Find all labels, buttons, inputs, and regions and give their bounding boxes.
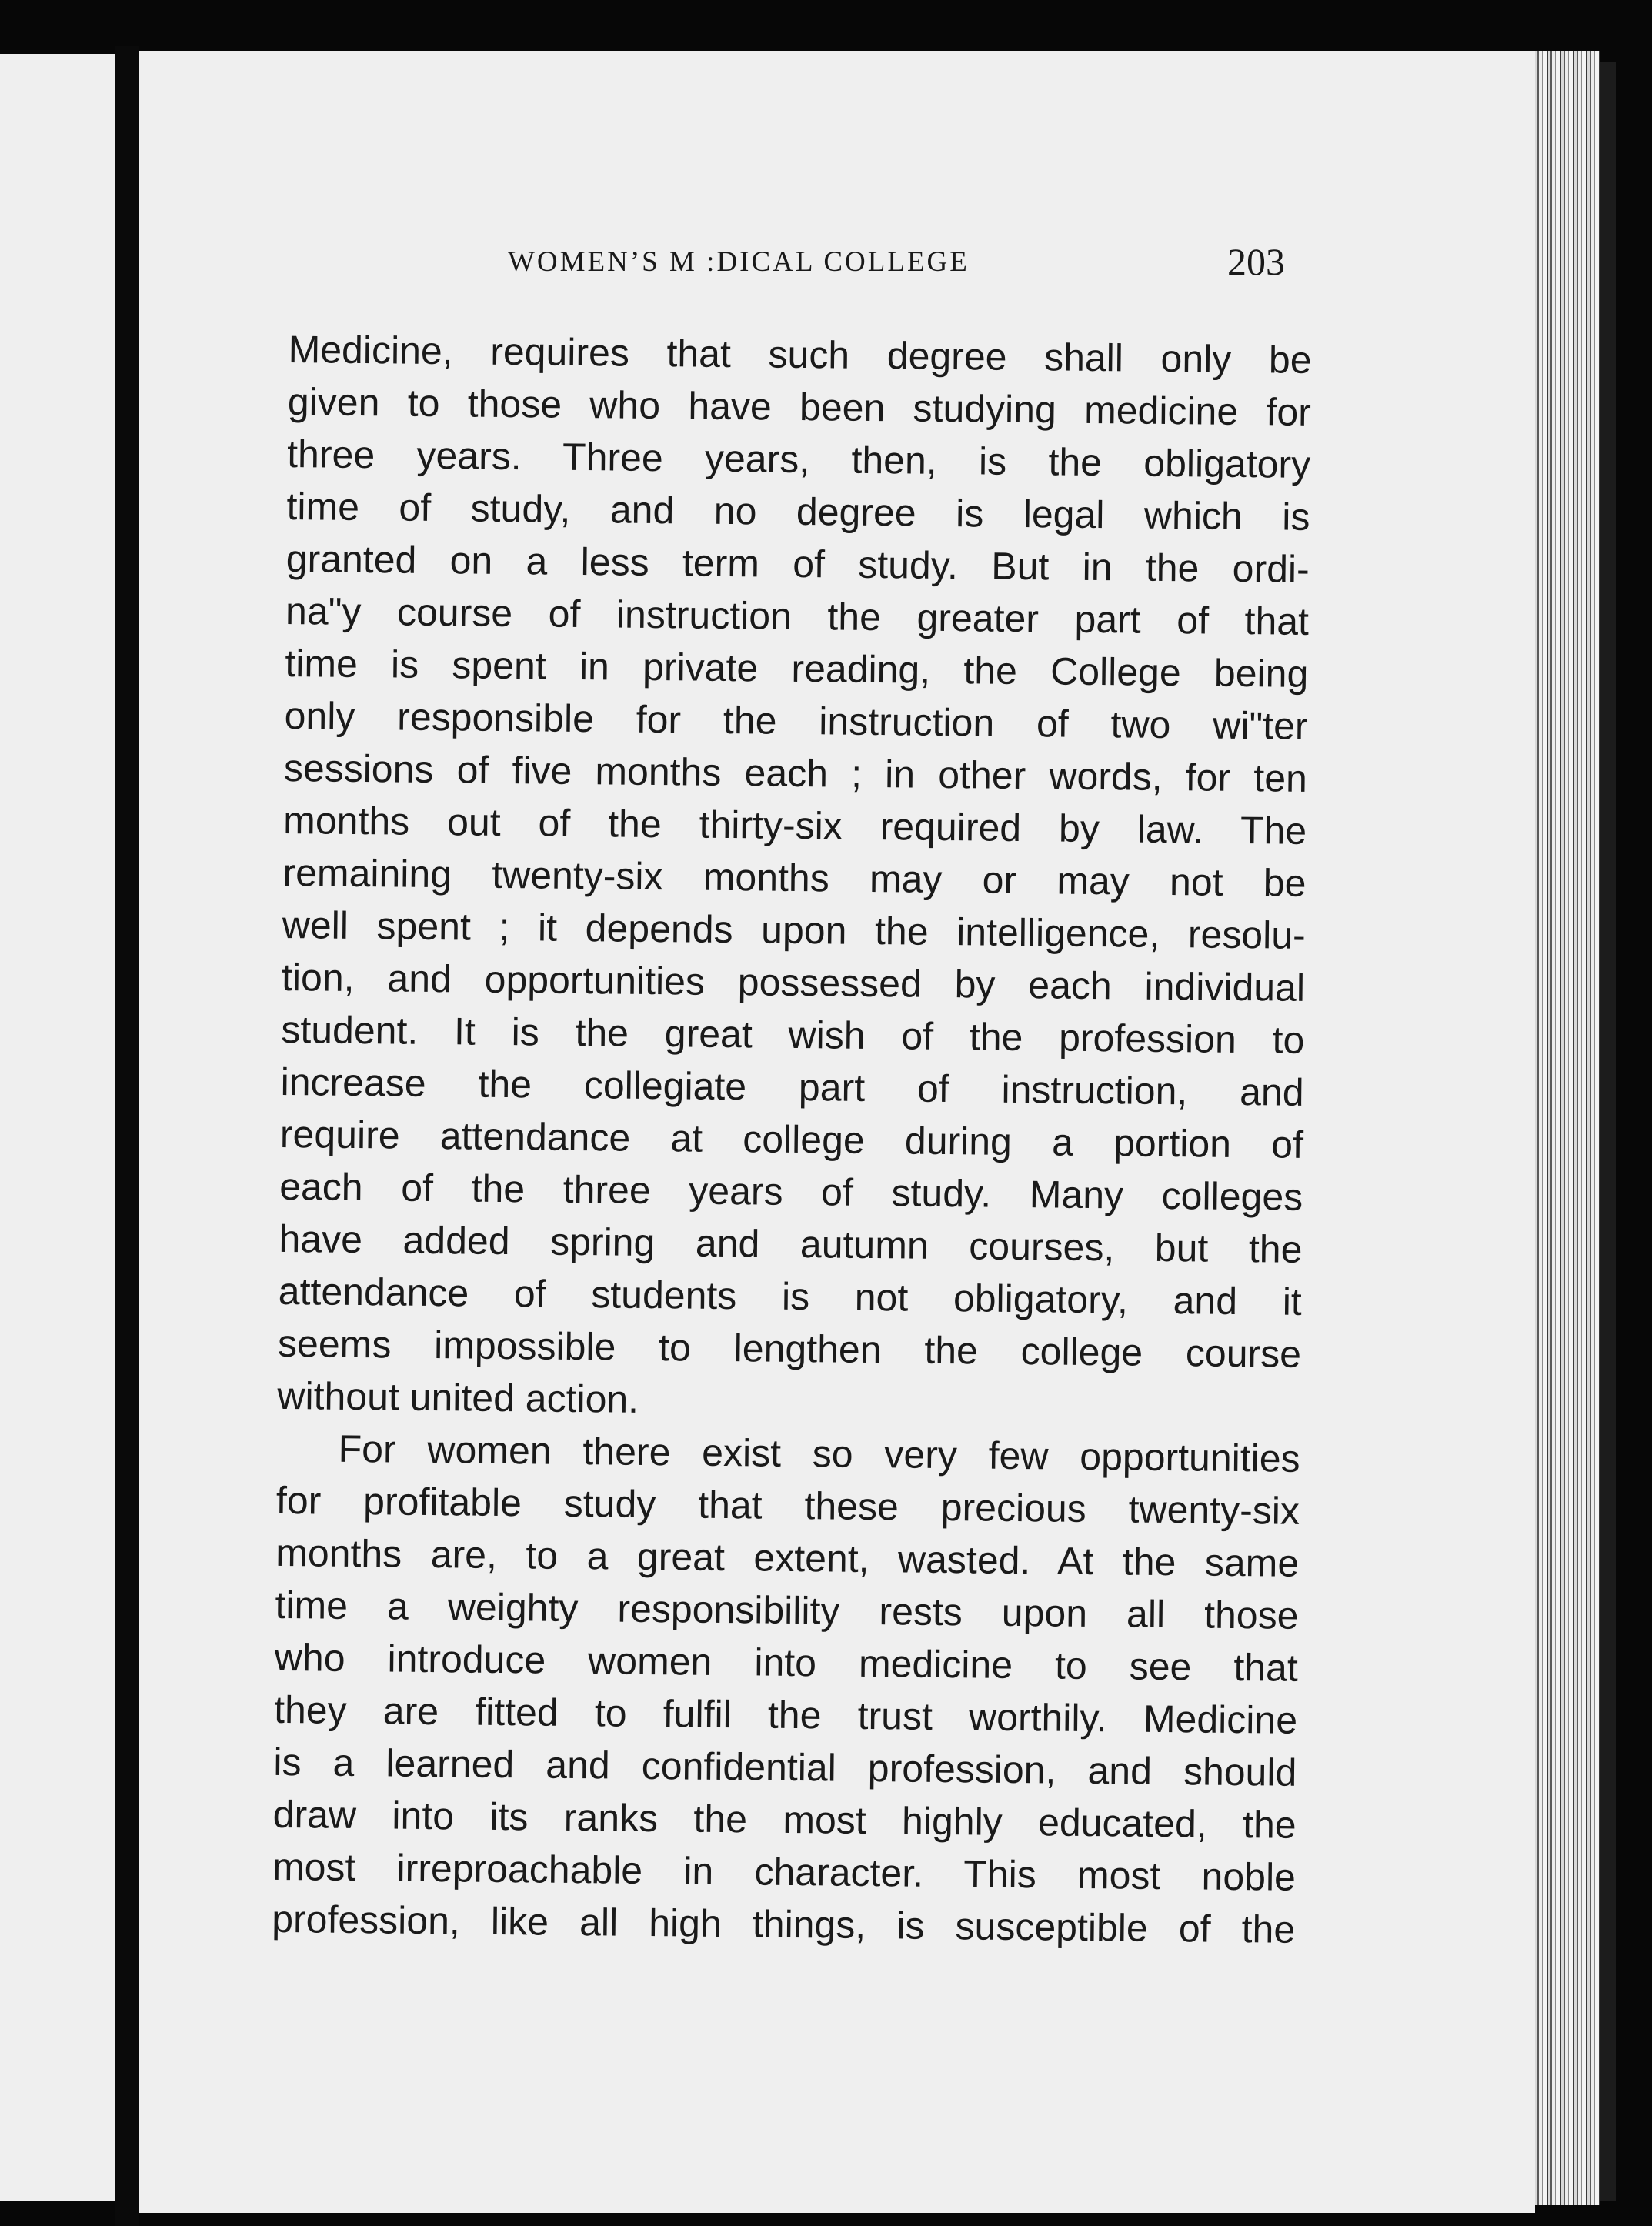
text-line: three years. Three years, then, is the obligatory	[286, 432, 1311, 486]
text-line: is a learned and confidential profession, and should	[273, 1740, 1297, 1794]
text-line: months are, to a great extent, wasted. At the same	[275, 1530, 1300, 1585]
text-line: they are fitted to fulfil the trust worthily. Medicine	[273, 1687, 1298, 1742]
text-line: granted on a less term of study. But in the ordi-	[285, 536, 1310, 591]
text-line: draw into its ranks the most highly educated, the	[272, 1792, 1297, 1847]
text-line: student. It is the great wish of the profession to	[281, 1007, 1305, 1062]
text-line: seems impossible to lengthen the college course	[277, 1321, 1302, 1376]
text-line: attendance of students is not obligatory, and it	[278, 1269, 1303, 1323]
text-line: sessions of five months each ; in other words, for ten	[283, 746, 1308, 800]
text-line: only responsible for the instruction of two wi"ter	[284, 693, 1308, 748]
text-line: for profitable study that these precious twenty-six	[275, 1478, 1300, 1533]
text-line: For women there exist so very few opportunities	[338, 1427, 1300, 1480]
text-line: without united action.	[277, 1373, 639, 1421]
text-line: time a weighty responsibility rests upon all those	[275, 1583, 1299, 1637]
text-line: increase the collegiate part of instruction, and	[280, 1060, 1304, 1114]
text-line: time of study, and no degree is legal which is	[286, 484, 1310, 539]
text-line: na"y course of instruction the greater part of that	[285, 589, 1310, 643]
body-text	[272, 323, 1312, 1956]
text-line: most irreproachable in character. This most noble	[272, 1844, 1297, 1899]
page-number: 203	[1227, 240, 1285, 283]
book-gutter	[115, 46, 139, 2226]
text-line: remaining twenty-six months may or may not be	[282, 850, 1307, 905]
text-line: given to those who have been studying medicine for	[287, 379, 1312, 434]
fore-edge-shadow	[1600, 62, 1616, 2201]
text-line: well spent ; it depends upon the intelligence, resolu-	[282, 903, 1307, 957]
text-line: months out of the thirty-six required by law. The	[282, 798, 1307, 853]
text-line: each of the three years of study. Many colleges	[279, 1164, 1303, 1219]
text-line: who introduce women into medicine to see that	[274, 1635, 1299, 1690]
text-line: require attendance at college during a portion of	[279, 1112, 1304, 1166]
text-line: time is spent in private reading, the College being	[285, 641, 1309, 696]
text-line: profession, like all high things, is susceptible of the	[271, 1897, 1296, 1951]
text-line: tion, and opportunities possessed by each individual	[281, 955, 1306, 1010]
text-line: Medicine, requires that such degree shall only be	[288, 327, 1312, 382]
page-header	[292, 242, 1285, 289]
left-page-edge	[0, 54, 115, 2201]
running-title: WOMEN’S M :DICAL COLLEGE	[508, 246, 970, 278]
text-line: have added spring and autumn courses, but the	[279, 1216, 1303, 1271]
page-fore-edge	[1535, 51, 1600, 2205]
